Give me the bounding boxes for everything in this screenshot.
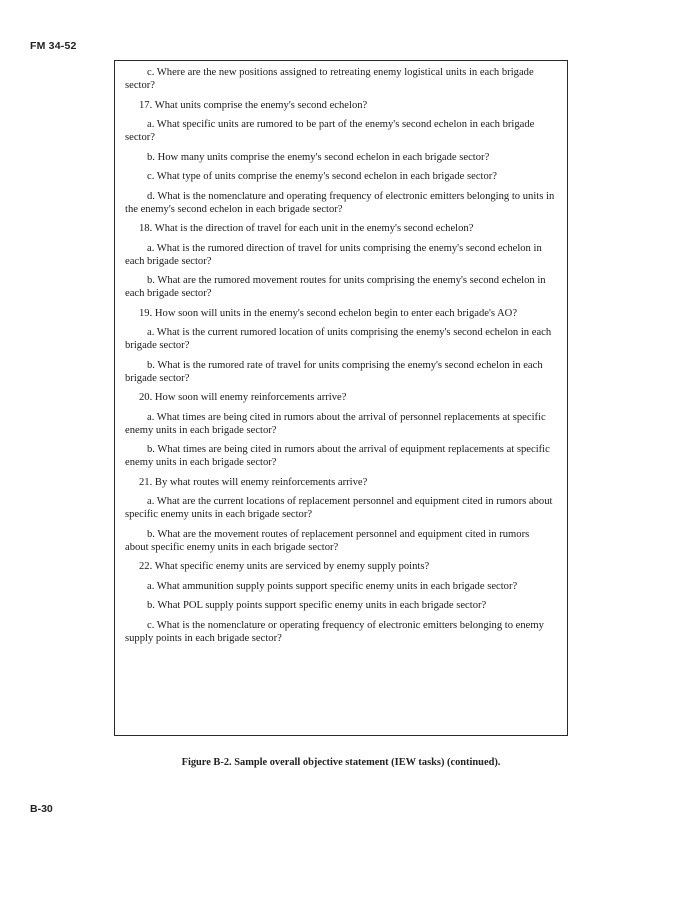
question-22: 22. What specific enemy units are serviced by enemy supply points? [139,561,430,572]
question-19a: a. What is the current rumored location of units comprising the enemy's second echelon in each brigade sector? [125,327,552,351]
question-17b: b. How many units comprise the enemy's second echelon in each brigade sector? [147,151,490,163]
question-21b: b. What are the movement routes of replacement personnel and equipment cited in rumors about specific enemy units in each brigade sector? [125,528,530,553]
question-20: 20. How soon will enemy reinforcements arrive? [139,392,347,403]
question-21: 21. By what routes will enemy reinforcements arrive? [139,476,368,488]
figure-caption: Figure B-2. Sample overall objective statement (IEW tasks) (continued). [181,757,501,768]
page-number: B-30 [30,803,53,815]
question-20b: b. What times are being cited in rumors about the arrival of equipment replacements at specific enemy units in each brigade sector? [125,444,550,468]
question-17: 17. What units comprise the enemy's second echelon? [139,99,368,111]
question-20a: a. What times are being cited in rumors about the arrival of personnel replacements at specific enemy units in each brigade sector? [125,411,546,436]
question-19b: b. What is the rumored rate of travel for units comprising the enemy's second echelon in each brigade sector? [125,359,543,384]
question-22b: b. What POL supply points support specific enemy units in each brigade sector? [147,600,487,611]
figure-box [114,60,568,736]
question-18b: b. What are the rumored movement routes for units comprising the enemy's second echelon in each brigade sector? [125,275,546,299]
question-18a: a. What is the rumored direction of travel for units comprising the enemy's second echelon in each brigade sector? [125,242,542,267]
question-21a: a. What are the current locations of replacement personnel and equipment cited in rumors about specific enemy units in each brigade sector? [125,496,553,520]
question-16c: c. Where are the new positions assigned to retreating enemy logistical units in each brigade sector? [125,67,534,91]
question-22c: c. What is the nomenclature or operating frequency of electronic emitters belonging to enemy supply points in each brigade sector? [125,619,544,644]
question-17d: d. What is the nomenclature and operating frequency of electronic emitters belonging to units in the enemy's second echelon in each brigade sector? [125,190,555,215]
question-17c: c. What type of units comprise the enemy's second echelon in each brigade sector? [147,171,498,182]
question-22a: a. What ammunition supply points support specific enemy units in each brigade sector? [147,580,518,592]
question-18: 18. What is the direction of travel for each unit in the enemy's second echelon? [139,223,474,234]
question-17a: a. What specific units are rumored to be part of the enemy's second echelon in each brigade sector? [125,119,535,143]
question-19: 19. How soon will units in the enemy's second echelon begin to enter each brigade's AO? [139,307,518,319]
document-code: FM 34-52 [30,40,77,52]
